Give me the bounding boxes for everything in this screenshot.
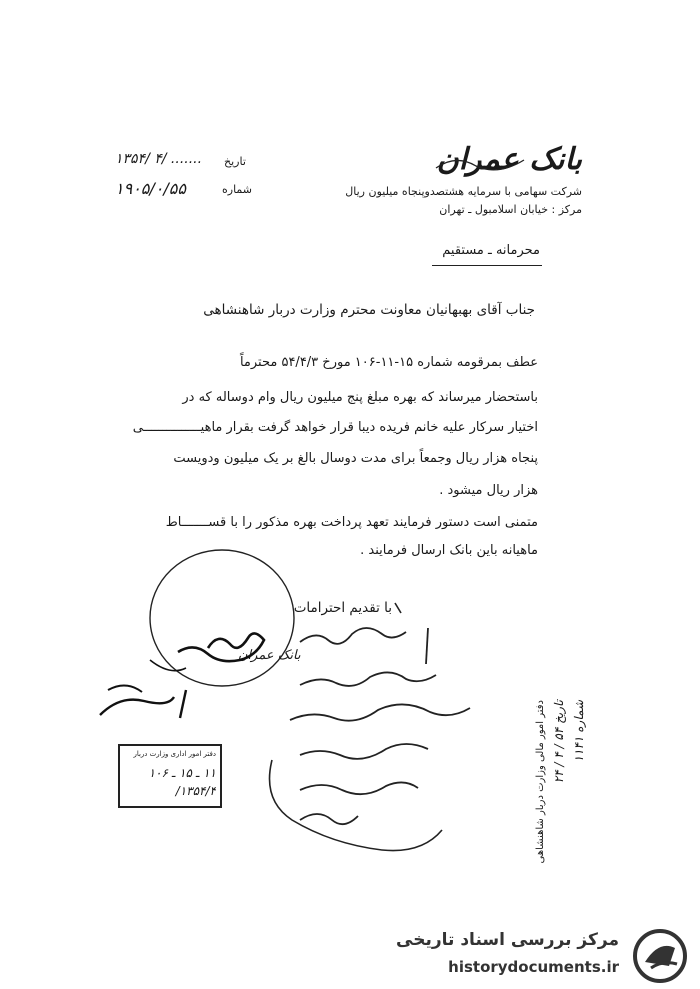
bank-name: بانک عمران bbox=[436, 142, 582, 177]
closing: با تقدیم احترامات bbox=[293, 600, 392, 616]
stamp-line: دفتر امور اداری وزارت دربار bbox=[133, 750, 216, 758]
bank-address-line: مرکز : خیابان اسلامبول ـ تهران bbox=[439, 203, 582, 216]
signature-scribble bbox=[178, 633, 264, 661]
body-line: اختیار سرکار علیه خانم فریده دیبا قرار خواهد گرفت بقرار ماهیـــــــــــــــی bbox=[132, 420, 538, 435]
date-value: ۱۳۵۴/ ۴/ ....... bbox=[115, 151, 203, 167]
watermark-url: historydocuments.ir bbox=[448, 958, 619, 976]
watermark bbox=[396, 926, 697, 986]
stamp-line: ۱۱ ـ ۱۵ ـ ۱۰۶ bbox=[148, 766, 216, 780]
number-label: شماره bbox=[222, 183, 253, 196]
body-line: متمنی است دستور فرمایند تعهد پرداخت بهره مذکور را با قســـــــاط bbox=[165, 515, 538, 530]
number-value: ۱۹۰۵/۰/۵۵ bbox=[115, 179, 186, 198]
finance-stamp-line: دفتر امور مالی وزارت دربار شاهنشاهی bbox=[535, 700, 546, 864]
body-line: پنجاه هزار ریال وجمعاً برای مدت دوسال بالغ بر یک میلیون ودویست bbox=[173, 451, 538, 466]
body-line: ماهیانه باین بانک ارسال فرمایند . bbox=[360, 543, 538, 558]
archive-logo-icon bbox=[631, 928, 689, 984]
body-line: هزار ریال میشود . bbox=[439, 483, 538, 498]
bank-company-line: شرکت سهامی با سرمایه هشتصدوپنجاه میلیون ریال bbox=[345, 185, 582, 198]
signature-bank-name: بانک عمران bbox=[238, 648, 301, 663]
stamp-line: ۱۳۵۴/۴/ bbox=[175, 784, 216, 798]
finance-stamp-line: شماره ۱۱۴۱ bbox=[572, 700, 586, 763]
watermark-title: مرکز بررسی اسناد تاریخی bbox=[396, 930, 619, 950]
body-line: باستحضار میرساند که بهره مبلغ پنج میلیون ریال وام دوساله که در bbox=[182, 390, 538, 405]
body-line: عطف بمرقومه شماره ۱۵-۱۱-۱۰۶ مورخ ۵۴/۴/۳ محترماً bbox=[239, 355, 538, 370]
signature-circle bbox=[150, 550, 294, 686]
date-label: تاریخ bbox=[224, 155, 246, 168]
finance-stamp-line: تاریخ ۵۴ / ۴ / ۲۴ bbox=[552, 700, 566, 784]
confidential-label: محرمانه ـ مستقیم bbox=[442, 243, 540, 258]
addressee: جناب آقای بهبهانیان معاونت محترم وزارت دربار شاهنشاهی bbox=[203, 302, 535, 318]
